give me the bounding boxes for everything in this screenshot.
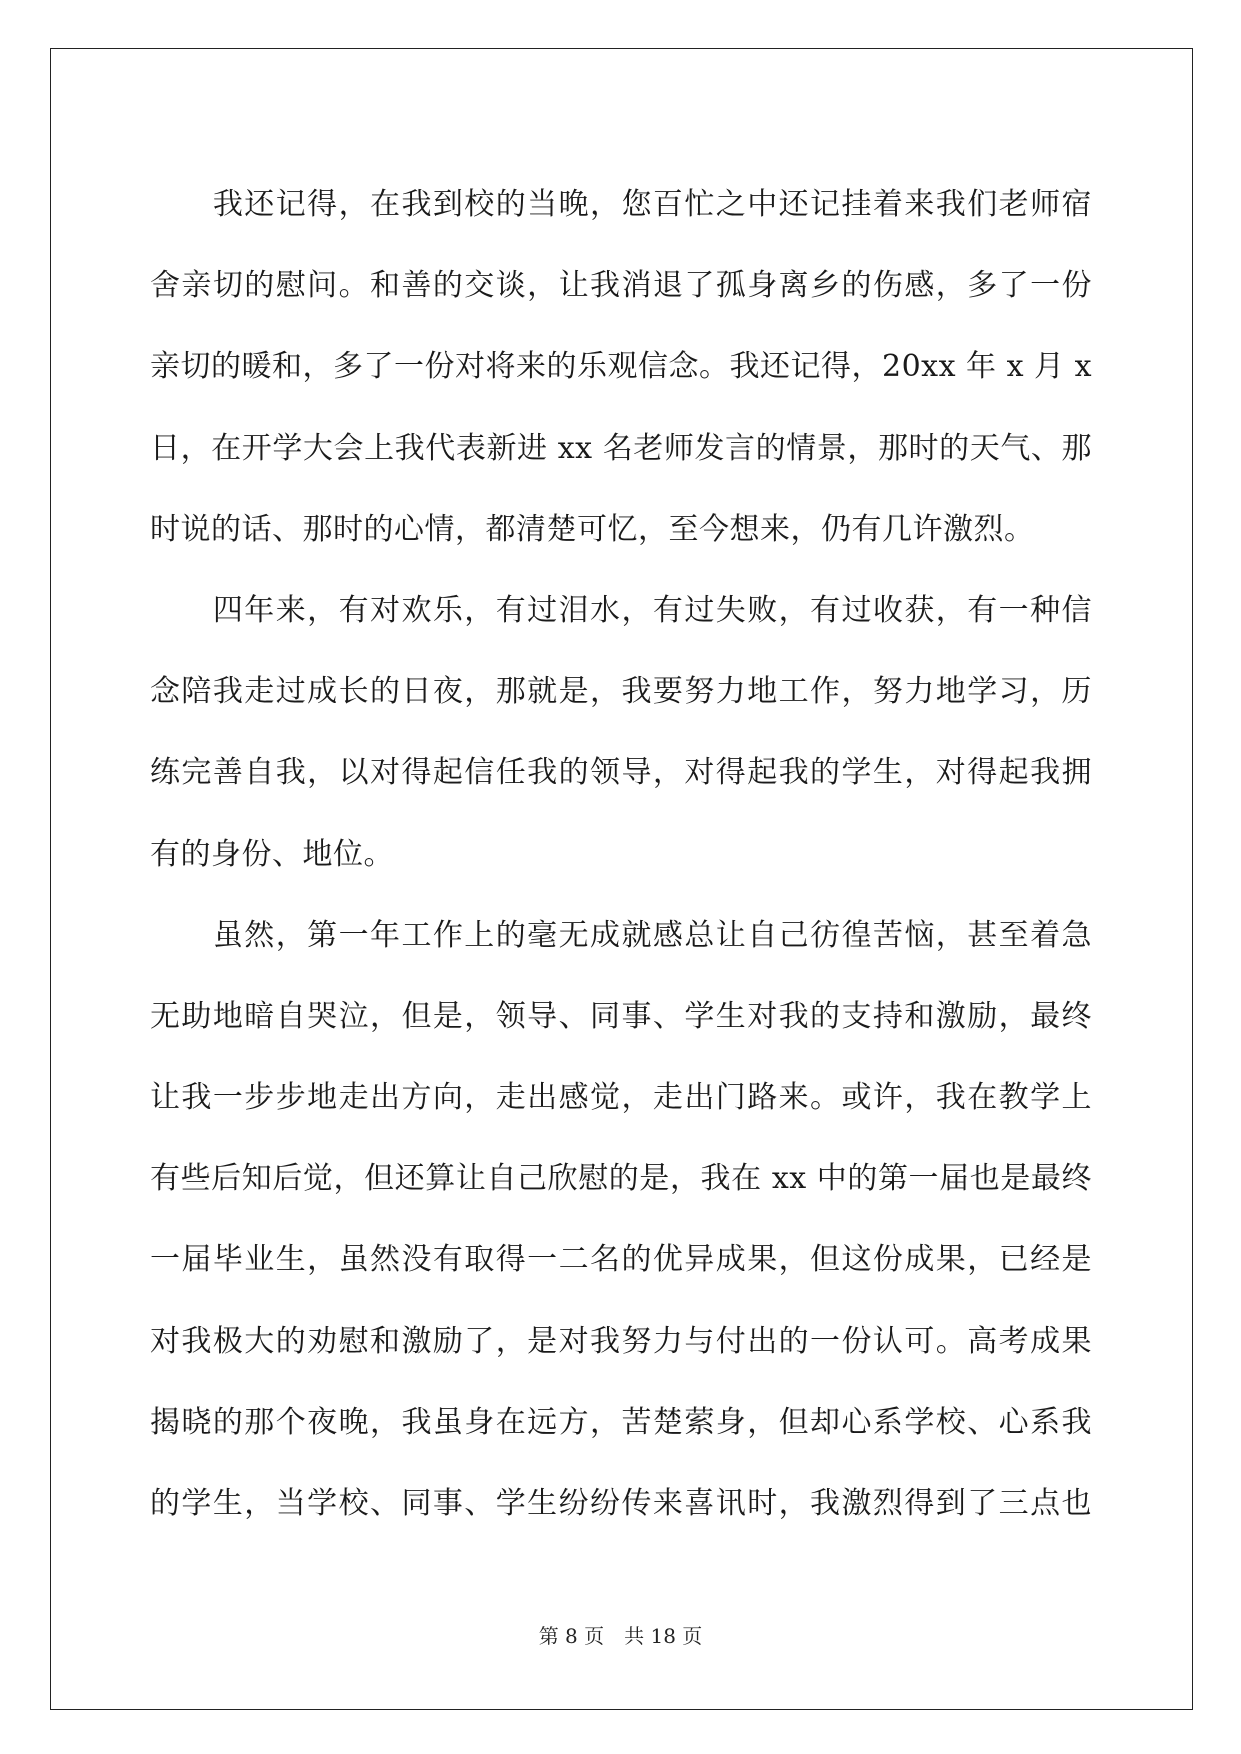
text-line: 让我一步步地走出方向，走出感觉，走出门路来。或许，我在教学上 (150, 1080, 1092, 1116)
text-line: 虽然，第一年工作上的毫无成就感总让自己彷徨苦恼，甚至着急 (150, 917, 1092, 953)
text-line: 揭晓的那个夜晚，我虽身在远方，苦楚萦身，但却心系学校、心系我 (150, 1404, 1092, 1440)
text-line: 练完善自我，以对得起信任我的领导，对得起我的学生，对得起我拥 (150, 755, 1092, 791)
text-line: 舍亲切的慰问。和善的交谈，让我消退了孤身离乡的伤感，多了一份 (150, 268, 1092, 304)
text-line: 一届毕业生，虽然没有取得一二名的优异成果，但这份成果，已经是 (150, 1242, 1092, 1278)
text-line: 无助地暗自哭泣，但是，领导、同事、学生对我的支持和激励，最终 (150, 998, 1092, 1034)
paragraph-2 (150, 570, 1092, 895)
document-body (150, 164, 1092, 1544)
text-line: 时说的话、那时的心情，都清楚可忆，至今想来，仍有几许激烈。 (150, 511, 1035, 547)
text-line: 的学生，当学校、同事、学生纷纷传来喜讯时，我激烈得到了三点也 (150, 1486, 1092, 1521)
text-line: 有些后知后觉，但还算让自己欣慰的是，我在 xx 中的第一届也是最终 (150, 1161, 1092, 1197)
page-footer (0, 1620, 1241, 1649)
text-line: 有的身份、地位。 (150, 836, 394, 872)
page-number: 第 8 页 (538, 1624, 605, 1648)
text-line: 日，在开学大会上我代表新进 xx 名老师发言的情景，那时的天气、那 (150, 430, 1092, 466)
text-line: 对我极大的劝慰和激励了，是对我努力与付出的一份认可。高考成果 (150, 1323, 1092, 1359)
text-line: 我还记得，在我到校的当晚，您百忙之中还记挂着来我们老师宿 (150, 187, 1092, 222)
paragraph-1 (150, 164, 1092, 570)
text-line: 念陪我走过成长的日夜，那就是，我要努力地工作，努力地学习，历 (150, 674, 1092, 710)
text-line: 亲切的暖和，多了一份对将来的乐观信念。我还记得，20xx 年 x 月 x (150, 349, 1092, 385)
paragraph-3 (150, 895, 1092, 1545)
page-total: 共 18 页 (624, 1624, 703, 1648)
text-line: 四年来，有对欢乐，有过泪水，有过失败，有过收获，有一种信 (150, 592, 1092, 628)
